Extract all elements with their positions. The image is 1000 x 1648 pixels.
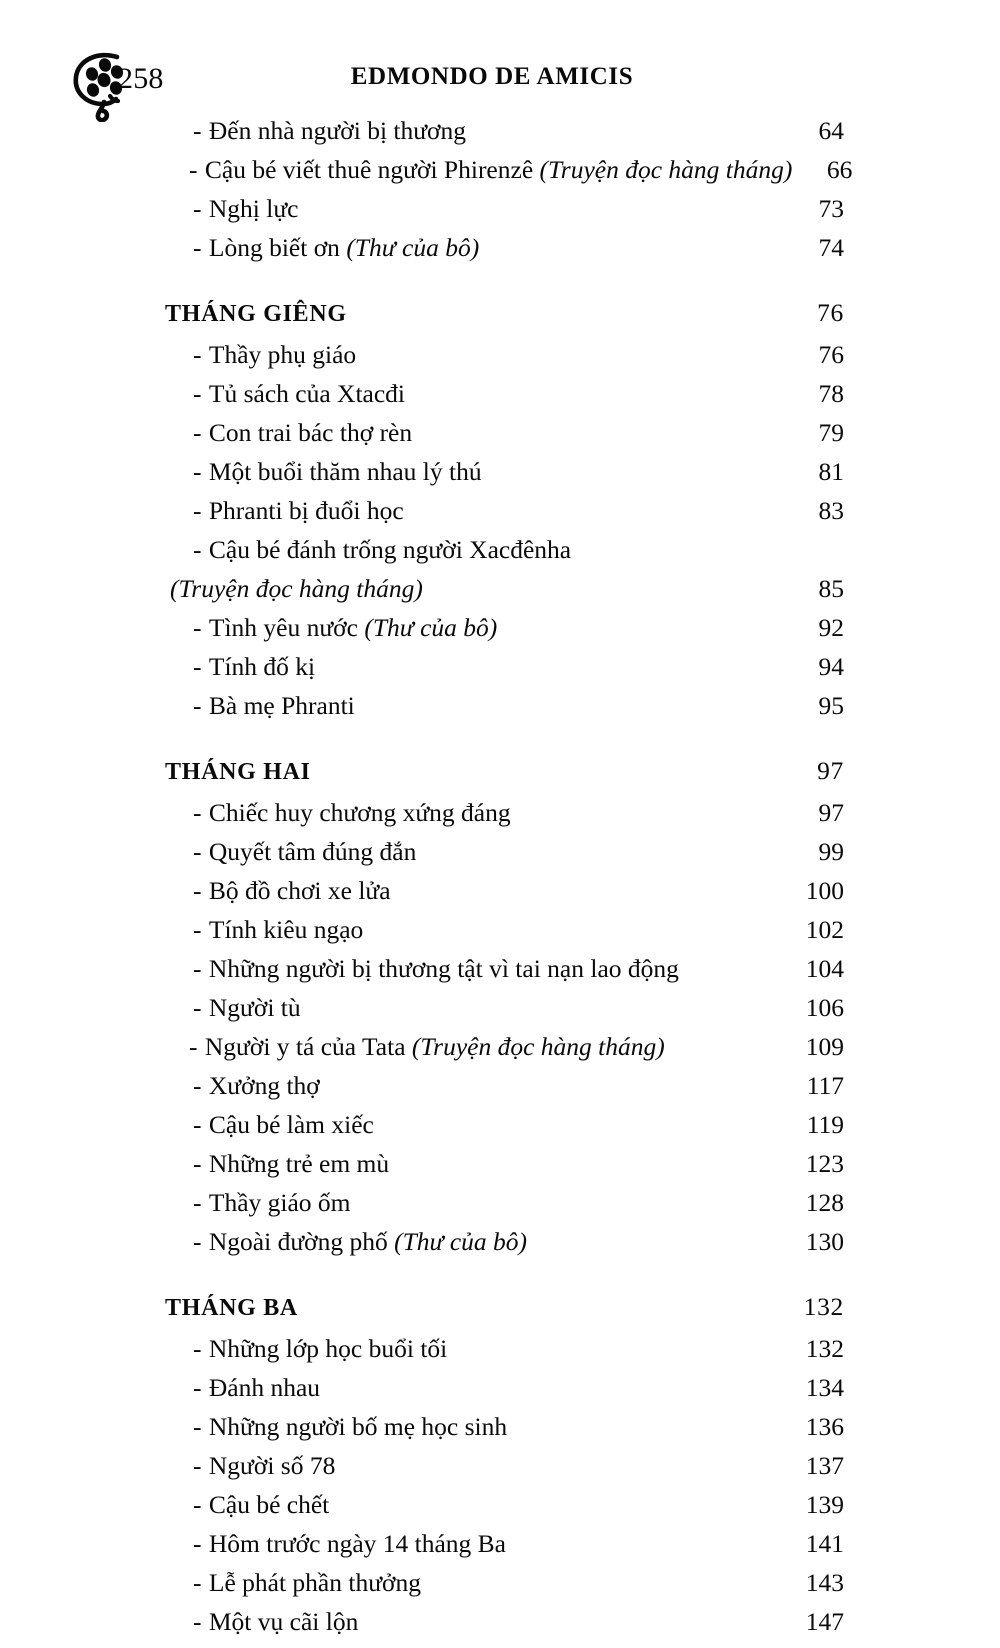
toc-entry-title (193, 498, 404, 524)
toc-entry-dash: - (193, 691, 208, 720)
toc-entry-title (189, 157, 792, 183)
toc-entry (160, 1570, 844, 1609)
toc-entry-title (193, 459, 482, 485)
toc-entry-note: (Truyện đọc hàng tháng) (411, 1032, 665, 1061)
toc-entry-text: Những người bố mẹ học sinh (208, 1412, 508, 1441)
toc-entry-text: Lễ phát phần thưởng (208, 1568, 422, 1597)
toc-entry-text: Một vụ cãi lộn (208, 1607, 359, 1636)
toc-entry-title (193, 693, 355, 719)
toc-entry-dash: - (193, 1071, 208, 1100)
toc-entry-text: Tủ sách của Xtacđi (208, 379, 405, 408)
toc-entry-title (193, 654, 315, 680)
toc-entry (160, 537, 844, 576)
toc-entry (160, 1229, 844, 1268)
toc-entry-title (193, 537, 571, 563)
toc-entry-page-number: 99 (818, 837, 844, 866)
toc-entry (160, 1112, 844, 1151)
toc-entry-dash: - (193, 798, 208, 827)
toc-entry-dash: - (189, 1032, 204, 1061)
toc-entry (160, 800, 844, 839)
toc-entry-title (193, 878, 391, 904)
toc-entry-dash: - (193, 954, 208, 983)
toc-entry-text: Những người bị thương tật vì tai nạn lao động (208, 954, 679, 983)
toc-entry (160, 1609, 844, 1648)
toc-entry-text: Phranti bị đuổi học (208, 496, 404, 525)
toc-section-heading (160, 300, 844, 342)
toc-entry (160, 155, 853, 196)
toc-entry-text: Người y tá của Tata (204, 1032, 412, 1061)
toc-entry-dash: - (193, 1412, 208, 1441)
toc-entry-page-number: 74 (818, 233, 844, 262)
toc-entry-page-number: 109 (805, 1032, 844, 1061)
toc-entry (160, 118, 844, 157)
toc-entry-text: Bà mẹ Phranti (208, 691, 355, 720)
toc-entry-dash: - (193, 1334, 208, 1363)
toc-entry (160, 1492, 844, 1531)
toc-entry (160, 342, 844, 381)
toc-entry-title (193, 956, 679, 982)
toc-entry-page-number: 102 (805, 915, 844, 944)
toc-entry-dash: - (193, 379, 208, 408)
toc-entry-page-number: 128 (805, 1188, 844, 1217)
section-spacer (160, 1268, 844, 1294)
toc-entry-page-number: 117 (806, 1071, 844, 1100)
toc-entry-title (193, 381, 405, 407)
toc-entry-note: (Thư của bô) (364, 613, 498, 642)
toc-entry-dash: - (193, 535, 208, 564)
toc-entry-title (193, 1229, 527, 1255)
toc-entry-page-number: 95 (818, 691, 844, 720)
toc-entry-page-number: 83 (818, 496, 844, 525)
toc-entry-page-number: 147 (805, 1607, 844, 1636)
toc-entry (160, 693, 844, 732)
toc-entry (160, 1414, 844, 1453)
toc-entry (160, 459, 844, 498)
toc-entry-title (193, 1609, 358, 1635)
toc-entry-text: Người tù (208, 993, 301, 1022)
page-number: 258 (118, 62, 164, 95)
toc-entry (160, 839, 844, 878)
toc-entry (160, 917, 844, 956)
toc-entry-text: Người số 78 (208, 1451, 336, 1480)
toc-entry-title (193, 1336, 447, 1362)
toc-entry-page-number: 123 (805, 1149, 844, 1178)
toc-entry (160, 381, 844, 420)
running-head (0, 50, 1000, 106)
toc-entry-text: Tình yêu nước (208, 613, 365, 642)
toc-entry-text: Cậu bé làm xiếc (208, 1110, 374, 1139)
toc-entry (160, 1073, 844, 1112)
toc-entry (160, 235, 844, 274)
toc-entry-title (193, 800, 511, 826)
toc-entry-text: Lòng biết ơn (208, 233, 347, 262)
toc-entry-text: Nghị lực (208, 194, 299, 223)
toc-entry-text: Cậu bé chết (208, 1490, 330, 1519)
toc-entry-title (193, 342, 356, 368)
toc-entry-text: Tính kiêu ngạo (208, 915, 364, 944)
toc-entry-title (193, 118, 466, 144)
toc-entry-text: Con trai bác thợ rèn (208, 418, 413, 447)
toc-entry (160, 1375, 844, 1414)
toc-entry-page-number: 143 (805, 1568, 844, 1597)
toc-entry-dash: - (193, 457, 208, 486)
toc-entry-page-number: 132 (805, 1334, 844, 1363)
toc-entry-continuation-text: (Truyện đọc hàng tháng) (170, 574, 423, 603)
toc-entry-page-number: 132 (803, 1292, 844, 1321)
toc-entry-text: Những trẻ em mù (208, 1149, 390, 1178)
section-spacer (160, 274, 844, 300)
toc-entry-page-number: 130 (805, 1227, 844, 1256)
toc-entry-title (193, 995, 301, 1021)
toc-entry-page-number: 85 (818, 574, 844, 603)
toc-entry-page-number: 64 (818, 116, 844, 145)
toc-entry-dash: - (193, 340, 208, 369)
toc-entry-dash: - (193, 194, 208, 223)
toc-entry-page-number: 92 (818, 613, 844, 642)
toc-entry-dash: - (193, 1227, 208, 1256)
toc-entry-title (193, 1151, 389, 1177)
toc-entry-page-number: 97 (817, 756, 844, 785)
toc-entry-text: Tính đố kị (208, 652, 316, 681)
toc-entry-text: Hôm trước ngày 14 tháng Ba (208, 1529, 506, 1558)
toc-entry (160, 1151, 844, 1190)
toc-entry-dash: - (193, 876, 208, 905)
table-of-contents (160, 116, 853, 1648)
toc-entry-dash: - (193, 1373, 208, 1402)
toc-entry-text: Những lớp học buổi tối (208, 1334, 448, 1363)
toc-entry-page-number: 119 (806, 1110, 844, 1139)
toc-entry-page-number: 100 (805, 876, 844, 905)
toc-entry-text: Bộ đồ chơi xe lửa (208, 876, 391, 905)
running-head-author: EDMONDO DE AMICIS (350, 63, 634, 90)
toc-entry-page-number: 137 (805, 1451, 844, 1480)
toc-entry (160, 1034, 844, 1073)
toc-entry-dash: - (193, 652, 208, 681)
toc-entry-dash: - (189, 155, 204, 184)
toc-entry-page-number: 79 (818, 418, 844, 447)
toc-entry-dash: - (193, 1110, 208, 1139)
toc-entry-page-number: 76 (817, 298, 844, 327)
toc-entry-text: Một buổi thăm nhau lý thú (208, 457, 482, 486)
toc-section-heading (160, 758, 844, 800)
toc-entry (160, 1531, 844, 1570)
toc-section-heading-label: THÁNG BA (165, 1295, 298, 1321)
toc-entry-page-number: 81 (818, 457, 844, 486)
toc-entry-page-number: 134 (805, 1373, 844, 1402)
toc-entry (160, 420, 844, 459)
toc-entry-title (193, 196, 298, 222)
toc-entry-dash: - (193, 496, 208, 525)
toc-entry-text: Ngoài đường phố (208, 1227, 395, 1256)
toc-entry-dash: - (193, 1568, 208, 1597)
toc-entry (160, 196, 844, 235)
toc-entry-title (193, 1570, 421, 1596)
toc-entry-title (193, 1531, 506, 1557)
toc-entry-continuation (160, 576, 844, 615)
toc-entry-text: Xưởng thợ (208, 1071, 320, 1100)
toc-entry-note: (Thư của bô) (394, 1227, 528, 1256)
toc-entry-title (193, 1453, 335, 1479)
toc-entry-title (193, 1112, 374, 1138)
toc-entry-dash: - (193, 1529, 208, 1558)
toc-entry (160, 615, 844, 654)
toc-entry-title (193, 1375, 320, 1401)
toc-entry (160, 995, 844, 1034)
toc-entry-page-number: 78 (818, 379, 844, 408)
toc-entry-page-number: 141 (805, 1529, 844, 1558)
toc-section-heading (160, 1294, 844, 1336)
toc-entry-page-number: 66 (826, 155, 853, 184)
toc-entry-title (193, 839, 416, 865)
toc-entry-note: (Thư của bô) (346, 233, 480, 262)
toc-entry-text: Thầy giáo ốm (208, 1188, 351, 1217)
toc-entry-dash: - (193, 1490, 208, 1519)
toc-entry (160, 878, 844, 917)
toc-entry-dash: - (193, 993, 208, 1022)
toc-entry (160, 1190, 844, 1229)
toc-entry-title (193, 420, 412, 446)
toc-entry-title (193, 615, 497, 641)
toc-entry (160, 956, 844, 995)
toc-entry-dash: - (193, 613, 208, 642)
toc-entry-title (193, 1190, 351, 1216)
toc-entry-title (193, 917, 363, 943)
toc-entry-page-number: 139 (805, 1490, 844, 1519)
toc-entry-page-number: 97 (818, 798, 844, 827)
toc-entry (160, 498, 844, 537)
toc-entry-text: Thầy phụ giáo (208, 340, 357, 369)
toc-entry-title (193, 1492, 329, 1518)
toc-entry-dash: - (193, 233, 208, 262)
toc-section-heading-label: THÁNG HAI (165, 759, 311, 785)
toc-entry-dash: - (193, 837, 208, 866)
toc-entry-page-number: 104 (805, 954, 844, 983)
toc-entry-dash: - (193, 1607, 208, 1636)
toc-entry (160, 1453, 844, 1492)
toc-entry-dash: - (193, 1188, 208, 1217)
toc-entry-text: Chiếc huy chương xứng đáng (208, 798, 511, 827)
toc-entry-page-number: 94 (818, 652, 844, 681)
toc-entry-text: Quyết tâm đúng đắn (208, 837, 417, 866)
toc-entry-page-number: 73 (818, 194, 844, 223)
toc-entry-page-number: 76 (818, 340, 844, 369)
toc-entry-text: Cậu bé đánh trống người Xacđênha (208, 535, 572, 564)
toc-entry-note: (Truyện đọc hàng tháng) (539, 155, 793, 184)
toc-entry (160, 654, 844, 693)
toc-entry-text: Đến nhà người bị thương (208, 116, 467, 145)
toc-entry-dash: - (193, 1451, 208, 1480)
toc-entry (160, 1336, 844, 1375)
toc-entry-dash: - (193, 915, 208, 944)
toc-entry-dash: - (193, 418, 208, 447)
toc-entry-dash: - (193, 116, 208, 145)
toc-entry-title (193, 1414, 507, 1440)
toc-entry-text: Đánh nhau (208, 1373, 321, 1402)
toc-section-heading-label: THÁNG GIÊNG (165, 301, 347, 327)
toc-entry-dash: - (193, 1149, 208, 1178)
toc-entry-page-number: 106 (805, 993, 844, 1022)
section-spacer (160, 732, 844, 758)
toc-entry-text: Cậu bé viết thuê người Phirenzê (204, 155, 540, 184)
toc-entry-title (189, 1034, 665, 1060)
toc-entry-title (193, 1073, 320, 1099)
toc-entry-title (193, 235, 479, 261)
toc-entry-page-number: 136 (805, 1412, 844, 1441)
